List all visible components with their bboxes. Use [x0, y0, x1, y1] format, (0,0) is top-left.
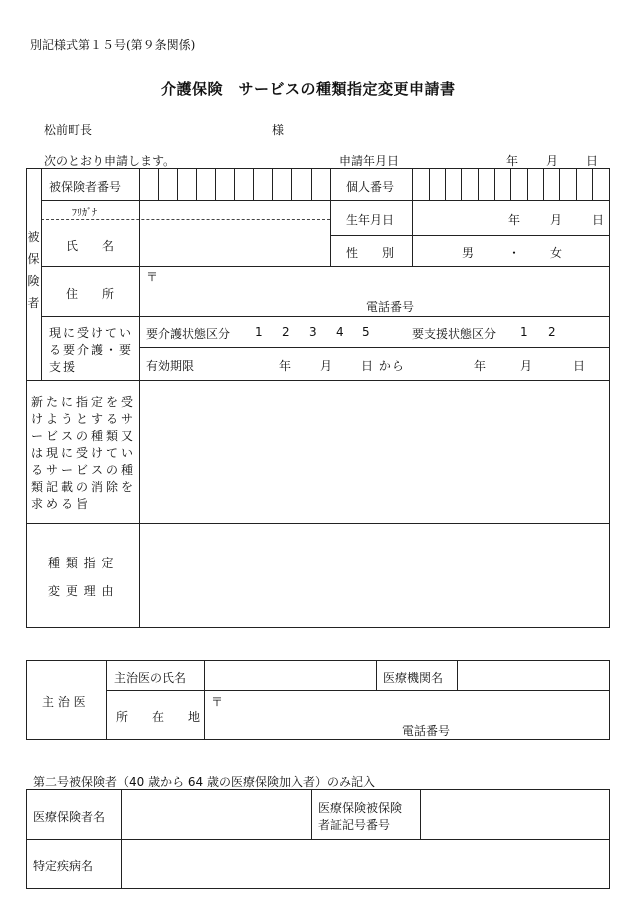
insurer-name-label: 医療保険者名 — [33, 810, 106, 824]
valid-to-month: 月 — [520, 359, 533, 373]
care-level-option[interactable]: 4 — [336, 325, 344, 339]
care-level-option[interactable]: 3 — [309, 325, 317, 339]
insurer-name-field[interactable] — [122, 790, 311, 839]
insured-number-field[interactable] — [140, 169, 330, 200]
application-date-year: 年 — [506, 154, 519, 168]
application-date-label: 申請年月日 — [339, 154, 400, 168]
disease-name-field[interactable] — [122, 840, 609, 888]
furigana-field[interactable] — [140, 201, 330, 219]
support-level-option[interactable]: 1 — [520, 325, 528, 339]
insured-number-label: 被保険者番号 — [49, 180, 122, 194]
sex-label: 性 別 — [346, 246, 395, 260]
name-field[interactable] — [140, 220, 330, 266]
birth-day: 日 — [592, 213, 605, 227]
birth-date-label: 生年月日 — [346, 213, 395, 227]
disease-name-label: 特定疾病名 — [33, 859, 94, 873]
care-level-label-line-2: る要介護・要 — [49, 343, 134, 357]
honorific: 様 — [272, 123, 285, 137]
doctor-postal-mark: 〒 — [211, 695, 224, 709]
support-level-category-label: 要支援状態区分 — [412, 327, 497, 341]
service-request-field[interactable] — [140, 381, 609, 523]
intro-text: 次のとおり申請します。 — [44, 154, 176, 168]
doctor-section-label: 主 治 医 — [42, 695, 86, 709]
doctor-phone-label: 電話番号 — [402, 724, 451, 738]
valid-to-year: 年 — [474, 359, 487, 373]
application-date-day: 日 — [586, 154, 599, 168]
card-number-label-line-2: 者証記号番号 — [318, 818, 391, 832]
personal-number-field[interactable] — [413, 169, 609, 200]
reason-field[interactable] — [140, 524, 609, 627]
phone-label: 電話番号 — [366, 300, 415, 314]
card-number-label-line-1: 医療保険被保険 — [318, 801, 403, 815]
birth-month: 月 — [550, 213, 563, 227]
sex-option-female[interactable]: 女 — [550, 246, 563, 260]
valid-from-day: 日 から — [361, 359, 405, 373]
doctor-address-label: 所 在 地 — [116, 710, 201, 724]
application-date-month: 月 — [546, 154, 559, 168]
service-request-label: 新たに指定を受けようとするサービスの種類又は現に受けているサービスの種類記載の消除を求める旨 — [31, 395, 137, 511]
sex-separator: ・ — [508, 246, 521, 260]
sex-option-male[interactable]: 男 — [462, 246, 475, 260]
name-label: 氏 名 — [66, 239, 115, 253]
address-label: 住 所 — [66, 287, 115, 301]
institution-label: 医療機関名 — [383, 671, 444, 685]
side-char: 被 — [27, 230, 40, 244]
valid-period-label: 有効期限 — [146, 359, 195, 373]
insured-side-label — [26, 226, 41, 314]
care-level-option[interactable]: 2 — [282, 325, 290, 339]
postal-mark: 〒 — [146, 270, 159, 284]
valid-from-year: 年 — [279, 359, 292, 373]
care-level-label-line-3: 支援 — [49, 360, 78, 374]
care-level-option[interactable]: 5 — [362, 325, 370, 339]
side-char: 険 — [27, 274, 40, 288]
valid-to-day: 日 — [573, 359, 586, 373]
personal-number-label: 個人番号 — [346, 180, 395, 194]
support-level-option[interactable]: 2 — [548, 325, 556, 339]
care-level-label-line-1: 現に受けてい — [49, 326, 134, 340]
form-number: 別記様式第１５号(第９条関係) — [30, 38, 196, 52]
addressee: 松前町長 — [44, 123, 93, 137]
care-level-category-label: 要介護状態区分 — [146, 327, 231, 341]
doctor-name-label: 主治医の氏名 — [114, 671, 187, 685]
valid-from-month: 月 — [320, 359, 333, 373]
card-number-field[interactable] — [421, 790, 609, 839]
secondary-heading: 第二号被保険者（40 歳から 64 歳の医療保険加入者）のみ記入 — [33, 775, 375, 789]
furigana-label: ﾌﾘｶﾞﾅ — [72, 208, 97, 219]
birth-year: 年 — [508, 213, 521, 227]
reason-label-line-2: 変 更 理 由 — [48, 584, 115, 598]
institution-field[interactable] — [458, 661, 609, 690]
side-char: 者 — [27, 296, 40, 310]
page-title: 介護保険 サービスの種類指定変更申請書 — [161, 80, 456, 98]
side-char: 保 — [27, 252, 40, 266]
doctor-name-field[interactable] — [205, 661, 376, 690]
reason-label-line-1: 種 類 指 定 — [48, 556, 115, 570]
care-level-option[interactable]: 1 — [255, 325, 263, 339]
